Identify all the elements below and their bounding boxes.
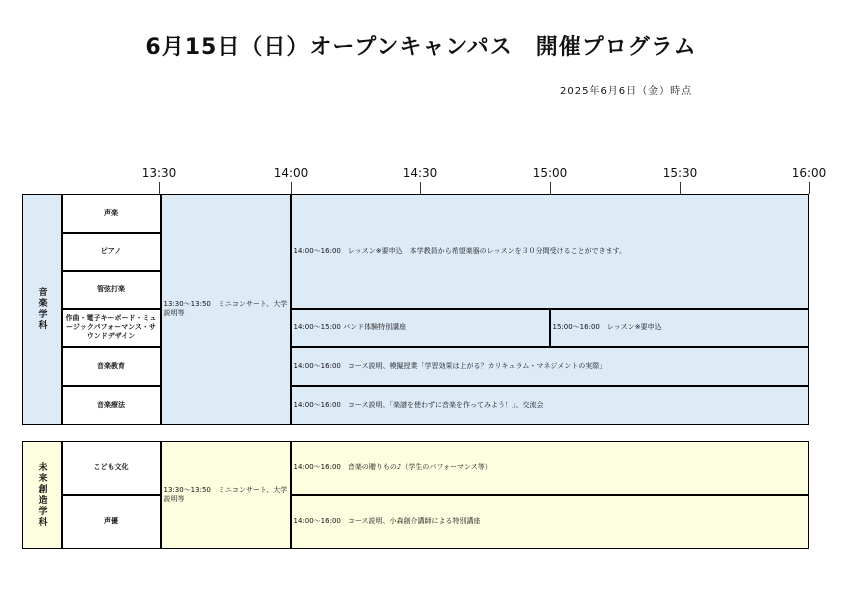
band-workshop-event: 14:00～15:00 バンド体験特別講座 — [291, 309, 550, 347]
tick-mark — [420, 182, 421, 194]
course-music-therapy: 音楽療法 — [62, 386, 161, 425]
tick-mark — [291, 182, 292, 194]
course-voice-acting: 声優 — [62, 495, 161, 549]
time-label-1530: 15:30 — [662, 166, 698, 180]
time-label-1330: 13:30 — [141, 166, 177, 180]
time-label-1500: 15:00 — [532, 166, 568, 180]
time-label-1600: 16:00 — [791, 166, 827, 180]
as-of-date: 2025年6月6日（金）時点 — [560, 86, 693, 97]
course-orchestra: 管弦打楽 — [62, 271, 161, 309]
tick-mark — [159, 182, 160, 194]
tick-mark — [550, 182, 551, 194]
time-label-1400: 14:00 — [273, 166, 309, 180]
music-mini-concert: 13:30～13:50 ミニコンサート、大学説明等 — [161, 194, 291, 425]
tick-mark — [680, 182, 681, 194]
course-piano: ピアノ — [62, 233, 161, 271]
course-vocal: 声楽 — [62, 194, 161, 233]
page-title: 6月15日（日）オープンキャンパス 開催プログラム — [145, 35, 697, 60]
course-composition: 作曲・電子キーボード・ミュージックパフォーマンス・サウンドデザイン — [62, 309, 161, 347]
music-therapy-event: 14:00～16:00 コース説明、「楽譜を使わずに音楽を作ってみよう！」、交流会 — [291, 386, 809, 425]
music-lesson-event: 14:00～16:00 レッスン※要申込 本学教員から希望楽器のレッスンを３０分間受けることができます。 — [291, 194, 809, 309]
tick-mark — [809, 182, 810, 194]
music-education-event: 14:00～16:00 コース説明、模擬授業「学習効果は上がる？カリキュラム・マネジメントの実際」 — [291, 347, 809, 386]
music-dept-label: 音楽学科 — [22, 194, 62, 425]
course-kids-culture: こども文化 — [62, 441, 161, 495]
future-mini-concert: 13:30～13:50 ミニコンサート、大学説明等 — [161, 441, 291, 549]
voice-acting-event: 14:00～16:00 コース説明、小森創介講師による特別講座 — [291, 495, 809, 549]
kids-culture-event: 14:00～16:00 音楽の贈りもの♪（学生のパフォーマンス等） — [291, 441, 809, 495]
time-label-1430: 14:30 — [402, 166, 438, 180]
future-dept-label: 未来創造学科 — [22, 441, 62, 549]
lesson-second-event: 15:00～16:00 レッスン※要申込 — [550, 309, 809, 347]
course-music-education: 音楽教育 — [62, 347, 161, 386]
